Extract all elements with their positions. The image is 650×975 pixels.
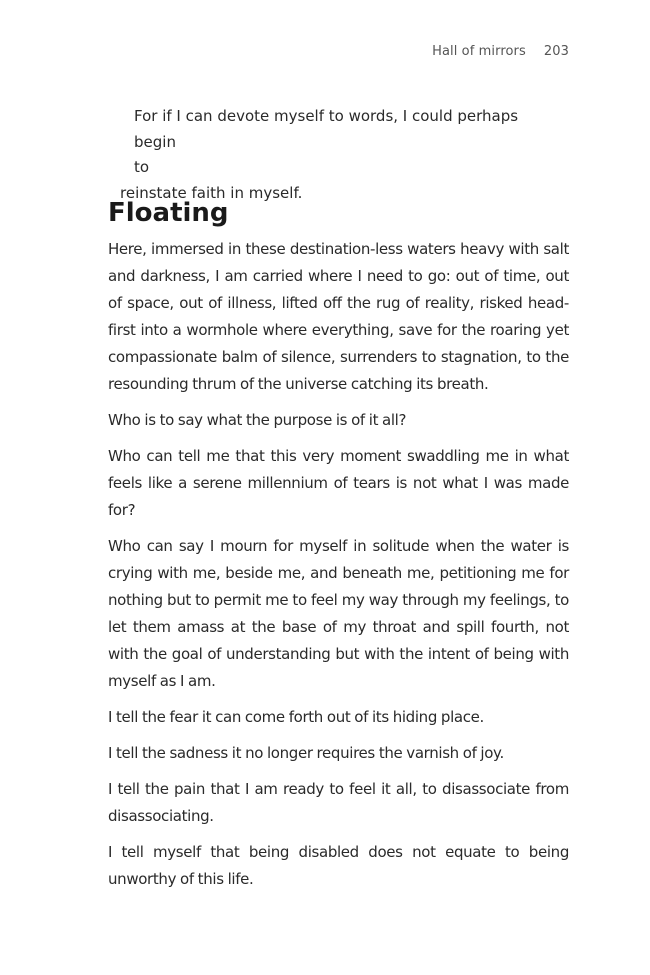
- paragraph: Who can tell me that this very moment swaddling me in what feels like a serene millennium of tears is not what I was made for?: [108, 447, 569, 519]
- running-head-title: Hall of mirrors: [432, 44, 526, 59]
- paragraph: I tell the sadness it no longer requires the varnish of joy.: [108, 744, 504, 762]
- body-text: [108, 236, 569, 902]
- paragraph: Here, immersed in these destination-less waters heavy with salt and darkness, I am carried where I need to go: out of time, out of space, out of illness, lifted off the rug of reality, risked head-first into a wormhole where everything, save for the roaring yet compassionate balm of silence, surrenders to stagnation, to the resounding thrum of the universe catching its breath.: [108, 240, 569, 393]
- verse-line-1-continuation: to: [134, 158, 150, 176]
- paragraph: Who can say I mourn for myself in solitude when the water is crying with me, beside me, and beneath me, petitioning me for nothing but to permit me to feel my way through my feelings, to let them amass at the base of my throat and spill fourth, not with the goal of understanding but with the intent of being with myself as I am.: [108, 537, 569, 690]
- paragraph: I tell the pain that I am ready to feel it all, to disassociate from disassociating.: [108, 780, 569, 825]
- paragraph: I tell the fear it can come forth out of its hiding place.: [108, 708, 484, 726]
- verse-line-2: reinstate faith in myself.: [120, 183, 303, 202]
- running-head: [432, 44, 569, 59]
- paragraph: Who is to say what the purpose is of it all?: [108, 411, 407, 429]
- section-title: Floating: [108, 198, 229, 228]
- paragraph: I tell myself that being disabled does not equate to being unworthy of this life.: [108, 843, 569, 888]
- verse-line-1: For if I can devote myself to words, I could perhaps begin: [134, 107, 519, 151]
- page-number: 203: [543, 44, 569, 59]
- verse-excerpt: [120, 104, 560, 206]
